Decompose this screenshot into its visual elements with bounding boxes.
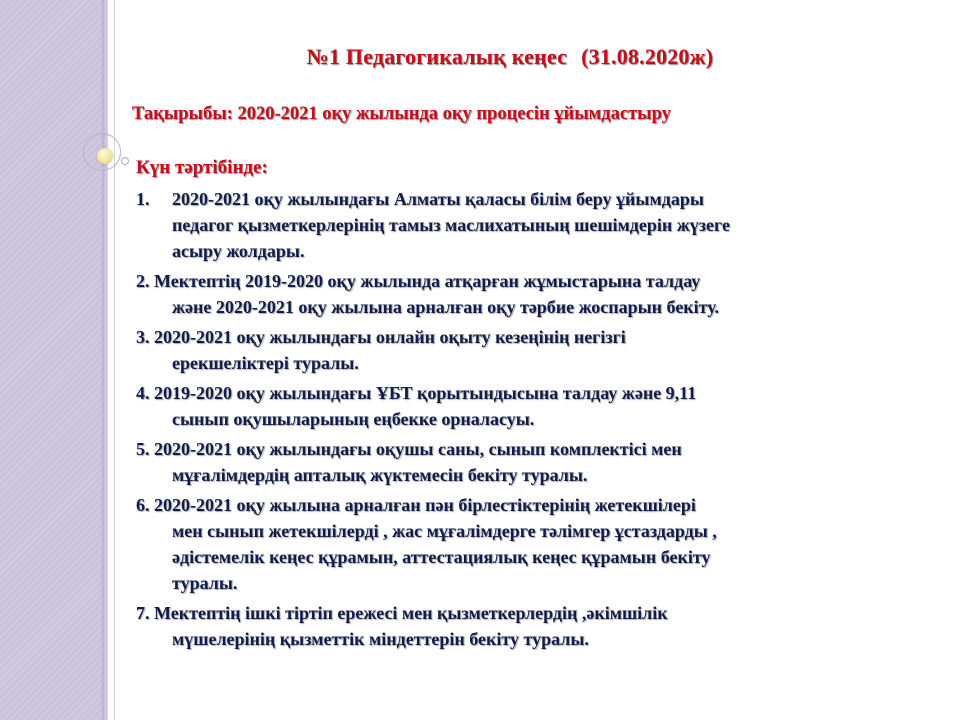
agenda-list [136, 186, 936, 656]
agenda-item-text: 2020-2021 оқу жылындағы Алматы қаласы білім беру ұйымдары [172, 189, 704, 209]
agenda-item-number: 5. [136, 439, 150, 459]
agenda-item-number: 7. [136, 603, 150, 623]
agenda-item-number: 3. [136, 327, 150, 347]
agenda-item-text: ерекшеліктері туралы. [172, 353, 359, 373]
agenda-item-text: Мектептің 2019-2020 оқу жылында атқарған жұмыстарына талдау [154, 271, 701, 291]
agenda-item-2 [136, 268, 936, 320]
agenda-item-number: 2. [136, 271, 150, 291]
agenda-item-text: әдістемелік кеңес құрамын, аттестациялық кеңес құрамын бекіту [172, 547, 711, 567]
agenda-title: Күн тәртібінде: [136, 157, 268, 178]
agenda-item-text: мұғалімдердің апталық жүктемесін бекіту туралы. [172, 465, 588, 485]
slide-heading [200, 44, 820, 70]
agenda-item-text: 2020-2021 оқу жылына арналған пән бірлестіктерінің жетекшілері [154, 495, 696, 515]
side-decor-panel [0, 0, 108, 720]
agenda-item-text: мүшелерінің қызметтік міндеттерін бекіту туралы. [172, 629, 589, 649]
agenda-item-1 [136, 186, 936, 264]
agenda-item-3 [136, 324, 936, 376]
agenda-item-number: 4. [136, 383, 150, 403]
slide-subtitle: Тақырыбы: 2020-2021 оқу жылында оқу процесін ұйымдастыру [132, 104, 671, 124]
agenda-item-number: 1. [136, 189, 150, 209]
agenda-item-text: 2019-2020 оқу жылындағы ҰБТ қорытындысына талдау және 9,11 [154, 383, 697, 403]
decor-circle-small [121, 157, 129, 165]
agenda-item-text: асыру жолдары. [172, 241, 305, 261]
agenda-item-4 [136, 380, 936, 432]
agenda-item-text: және 2020-2021 оқу жылына арналған оқу тәрбие жоспарын бекіту. [172, 297, 719, 317]
agenda-item-5 [136, 436, 936, 488]
side-decor-line [114, 0, 115, 720]
agenda-item-6 [136, 492, 936, 596]
agenda-item-number: 6. [136, 495, 150, 515]
agenda-item-text: сынып оқушыларының еңбекке орналасуы. [172, 409, 535, 429]
agenda-item-7 [136, 600, 936, 652]
agenda-item-text: туралы. [172, 573, 238, 593]
heading-council-title: №1 Педагогикалық кеңес [306, 44, 568, 69]
agenda-item-text: педагог қызметкерлерінің тамыз маслихатының шешімдерін жүзеге [172, 215, 730, 235]
agenda-item-text: 2020-2021 оқу жылындағы онлайн оқыту кезеңінің негізгі [154, 327, 626, 347]
side-decor-edge [102, 0, 108, 720]
agenda-item-text: Мектептің ішкі тіртіп ережесі мен қызметкерлердің ,әкімшілік [154, 603, 668, 623]
heading-date: (31.08.2020ж) [581, 44, 714, 69]
agenda-item-text: 2020-2021 оқу жылындағы оқушы саны, сынып комплектісі мен [154, 439, 682, 459]
agenda-item-text: мен сынып жетекшілерді , жас мұғалімдерге тәлімгер ұстаздарды , [172, 521, 717, 541]
decor-circle-filled [97, 148, 113, 164]
